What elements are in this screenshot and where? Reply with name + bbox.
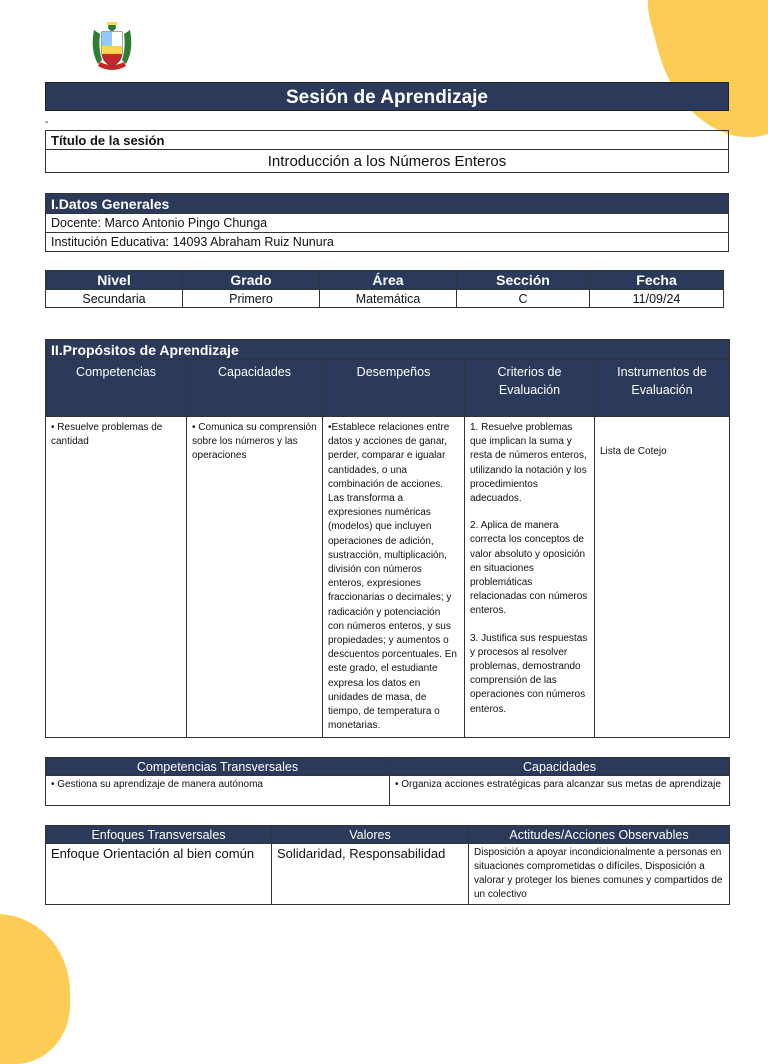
header-grado: Grado — [183, 271, 320, 290]
enfoque-cell: Enfoque Orientación al bien común — [46, 844, 272, 905]
valores-cell: Solidaridad, Responsabilidad — [272, 844, 469, 905]
column-capacidades: Capacidades — [187, 360, 323, 417]
criterio-2: 2. Aplica de manera correcta los conceptos de valor absoluto y oposición en situaciones problemáticas relacionadas con números enteros. — [470, 520, 588, 617]
competencia-cell: • Resuelve problemas de cantidad — [46, 417, 187, 738]
column-instrumentos: Instrumentos de Evaluación — [595, 360, 730, 417]
general-data-heading: I.Datos Generales — [46, 194, 729, 214]
capacidad-cell: • Comunica su comprensión sobre los números y las operaciones — [187, 417, 323, 738]
criterios-cell — [465, 417, 595, 738]
session-title-table — [45, 130, 729, 173]
transversal-competencies-table — [45, 757, 730, 806]
session-title-label: Título de la sesión — [46, 131, 729, 150]
criterio-3: 3. Justifica sus respuestas y procesos al resolver problemas, demostrando comprensión de las operaciones con números enteros. — [470, 632, 588, 715]
header-nivel: Nivel — [46, 271, 183, 290]
teacher-field: Docente: Marco Antonio Pingo Chunga — [46, 214, 729, 233]
page-title: Sesión de Aprendizaje — [45, 82, 729, 111]
session-title-value: Introducción a los Números Enteros — [46, 150, 729, 173]
value-grado: Primero — [183, 290, 320, 308]
transversal-capacidad-cell: • Organiza acciones estratégicas para alcanzar sus metas de aprendizaje — [390, 776, 730, 806]
peru-coat-of-arms-icon — [88, 20, 136, 74]
column-criterios: Criterios de Evaluación — [465, 360, 595, 417]
header-capacidades-transversales: Capacidades — [390, 758, 730, 776]
header-actitudes: Actitudes/Acciones Observables — [469, 826, 730, 844]
transversal-approaches-table — [45, 825, 730, 905]
learning-purposes-table — [45, 339, 730, 738]
header-enfoques: Enfoques Transversales — [46, 826, 272, 844]
header-valores: Valores — [272, 826, 469, 844]
actitudes-cell: Disposición a apoyar incondicionalmente a personas en situaciones comprometidas o difíciles, Disposición a valorar y proteger los bienes comunes y compartidos de un colectivo — [469, 844, 730, 905]
criterio-1: 1. Resuelve problemas que implican la suma y resta de números enteros, utilizando la notación y los procedimientos adecuados. — [470, 422, 587, 505]
decorative-blob-bottom-left — [0, 914, 70, 1064]
header-area: Área — [320, 271, 457, 290]
header-competencias-transversales: Competencias Transversales — [46, 758, 390, 776]
instrumento-text: Lista de Cotejo — [600, 446, 667, 457]
level-info-table — [45, 270, 724, 308]
purposes-heading: II.Propósitos de Aprendizaje — [46, 340, 730, 360]
header-fecha: Fecha — [590, 271, 724, 290]
header-seccion: Sección — [457, 271, 590, 290]
value-area: Matemática — [320, 290, 457, 308]
instrumento-cell — [595, 417, 730, 738]
column-competencias: Competencias — [46, 360, 187, 417]
value-nivel: Secundaria — [46, 290, 183, 308]
institution-field: Institución Educativa: 14093 Abraham Ruiz Nunura — [46, 233, 729, 252]
desempeno-cell: •Establece relaciones entre datos y acciones de ganar, perder, comparar e igualar cantidades, o una combinación de acciones. Las transforma a expresiones numéricas (modelos) que incluyen operaciones de adición, sustracción, multiplicación, división con números enteros, expresiones fraccionarias o decimales; y radicación y potenciación con números enteros, y sus propiedades; y aumentos o descuentos porcentuales. En este grado, el estudiante expresa los datos en unidades de masa, de tiempo, de temperatura o monetarias. — [323, 417, 465, 738]
value-fecha: 11/09/24 — [590, 290, 724, 308]
underline-marker: - — [45, 117, 49, 128]
general-data-table — [45, 193, 729, 252]
transversal-competencia-cell: • Gestiona su aprendizaje de manera autónoma — [46, 776, 390, 806]
value-seccion: C — [457, 290, 590, 308]
column-desempenos: Desempeños — [323, 360, 465, 417]
